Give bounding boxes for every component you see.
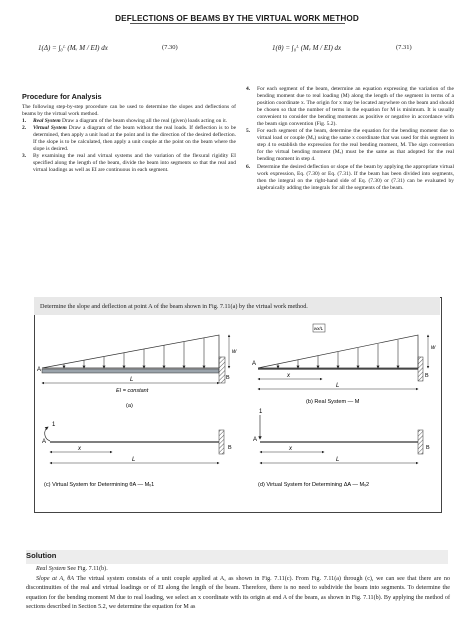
fig-d-caption: (d) Virtual System for Determining ΔA — Mᵥ2 <box>258 482 370 488</box>
fig-b <box>252 324 436 405</box>
fig-a <box>37 335 237 409</box>
procedure-left-column <box>22 104 236 174</box>
example-title: Determine the slope and deflection at point A of the beam shown in Fig. 7.11(a) by the virtual work method. <box>40 303 308 310</box>
page-title: DEFLECTIONS OF BEAMS BY THE VIRTUAL WORK METHOD <box>115 14 359 23</box>
fig-b-label-L: L <box>336 383 340 389</box>
fig-b-label-A: A <box>252 361 257 367</box>
procedure-step-6: 6. Determine the desired deflection or slope of the beam by applying the appropriate virtual work expression, Eq. (7.30) or Eq. (7.31). If the beam has been divided into segments, then the integral on the right-hand side of Eq. (7.30) or (7.31) can be evaluated by algebraically adding the integrals for all the segments of the beam. <box>246 163 454 191</box>
procedure-right-column <box>246 86 454 192</box>
fig-a-beam <box>42 369 219 373</box>
fig-a-label-B: B <box>226 375 230 381</box>
fig-b-load-arrows <box>278 340 398 368</box>
procedure-intro: The following step-by-step procedure can be used to determine the slopes and deflections of beams by the virtual work method. <box>22 104 236 118</box>
fig-c <box>42 422 232 488</box>
procedure-step-4: 4. For each segment of the beam, determine an equation expressing the variation of the bending moment due to real loading (M) along the length of the segment in terms of a position coordinate x. The origin for x may be located anywhere on the beam and should be chosen so that the number of terms in the equation for M is minimum. It is usually convenient to consider the bending moments as positive or negative in accordance with the beam sign convention (Fig. 5.2). <box>246 86 454 128</box>
title-rule <box>130 23 345 24</box>
fig-c-label-L: L <box>132 457 136 463</box>
fig-b-fixed-support <box>418 357 423 381</box>
fig-b-label-w: w <box>431 345 436 351</box>
fig-d-fixed-support <box>418 430 423 454</box>
fig-d-label-A: A <box>253 437 258 443</box>
equation-number-7-30: (7.30) <box>162 44 178 51</box>
equation-7-31: 1(θ) = ∫₀ᴸ (Mᵥ M / EI) dx <box>272 44 342 52</box>
fig-c-label-B: B <box>228 445 232 451</box>
fig-a-ei: EI = constant <box>116 388 149 394</box>
fig-d-label-B: B <box>426 445 430 451</box>
fig-b-load-label: wx/L <box>314 326 324 331</box>
solution-body <box>26 565 450 613</box>
procedure-step-2: 2. Virtual System Draw a diagram of the beam without the real loads. If deflection is to be determined, then apply a unit load at the point and in the direction of the desired deflection. If the slope is to be calculated, then apply a unit couple at the point on the beam where the slope is desired. <box>22 125 237 153</box>
solution-line-1: Real System See Fig. 7.11(b). <box>36 566 108 572</box>
procedure-heading: Procedure for Analysis <box>22 92 102 101</box>
figure-7-11 <box>34 315 440 511</box>
fig-d-label-x: x <box>289 446 292 452</box>
fig-b-label-B: B <box>425 373 429 379</box>
fig-b-caption: (b) Real System — M <box>306 399 360 405</box>
procedure-step-3: 3. By examining the real and virtual systems and the variation of the flexural rigidity EI specified along the length of the beam, divide the beam into segments so that the real and virtual loadings as well as EI are continuous in each segment. <box>22 153 236 174</box>
fig-d-label-L: L <box>336 457 340 463</box>
fig-c-label-1: 1 <box>52 422 56 428</box>
fig-b-label-x: x <box>287 373 290 379</box>
fig-a-label-L: L <box>130 377 134 383</box>
procedure-step-1: 1. Real System Draw a diagram of the beam showing all the real (given) loads acting on it. <box>22 118 228 125</box>
solution-paragraph: Slope at A, θA The virtual system consists of a unit couple applied at A, as shown in Fig. 7.11(c). From Fig. 7.11(a) through (c), we can see that there are no discontinuities of the real and virtual loadings or of EI along the length of the beam. Therefore, there is no need to subdivide the beam into segments. To determine the equation for the bending moment M due to real loading, we select an x coordinate with its origin at end A of the beam, as shown in Fig. 7.11(b). By applying the method of sections described in Section 5.2, we determine the equation for M as <box>26 575 451 611</box>
fig-c-label-x: x <box>78 446 81 452</box>
fig-a-caption: (a) <box>126 403 133 409</box>
solution-heading: Solution <box>26 551 57 560</box>
fig-a-label-A: A <box>37 367 42 373</box>
solution-band <box>26 550 448 564</box>
procedure-step-5: 5. For each segment of the beam, determine the equation for the bending moment due to virtual load or couple (Mᵥ) using the same x coordinate that was used for this segment in step 4 to establish the expression for the real bending moment, M. The sign convention for the virtual bending moment (Mᵥ) must be the same as that adopted for the real bending moment in step 4. <box>246 128 454 163</box>
fig-c-label-A: A <box>42 439 47 445</box>
fig-c-caption: (c) Virtual System for Determining θA — Mᵥ1 <box>44 482 155 488</box>
fig-d <box>253 409 430 488</box>
equation-number-7-31: (7.31) <box>396 44 412 51</box>
fig-c-fixed-support <box>219 430 224 454</box>
fig-a-fixed-support <box>219 357 225 383</box>
fig-a-label-w: w <box>232 349 237 355</box>
fig-d-label-1: 1 <box>259 409 263 415</box>
equation-7-30: 1(Δ) = ∫₀ᴸ (Mᵥ M / EI) dx <box>38 44 108 52</box>
fig-a-load-triangle <box>42 335 219 368</box>
fig-a-load-arrows <box>64 338 204 368</box>
